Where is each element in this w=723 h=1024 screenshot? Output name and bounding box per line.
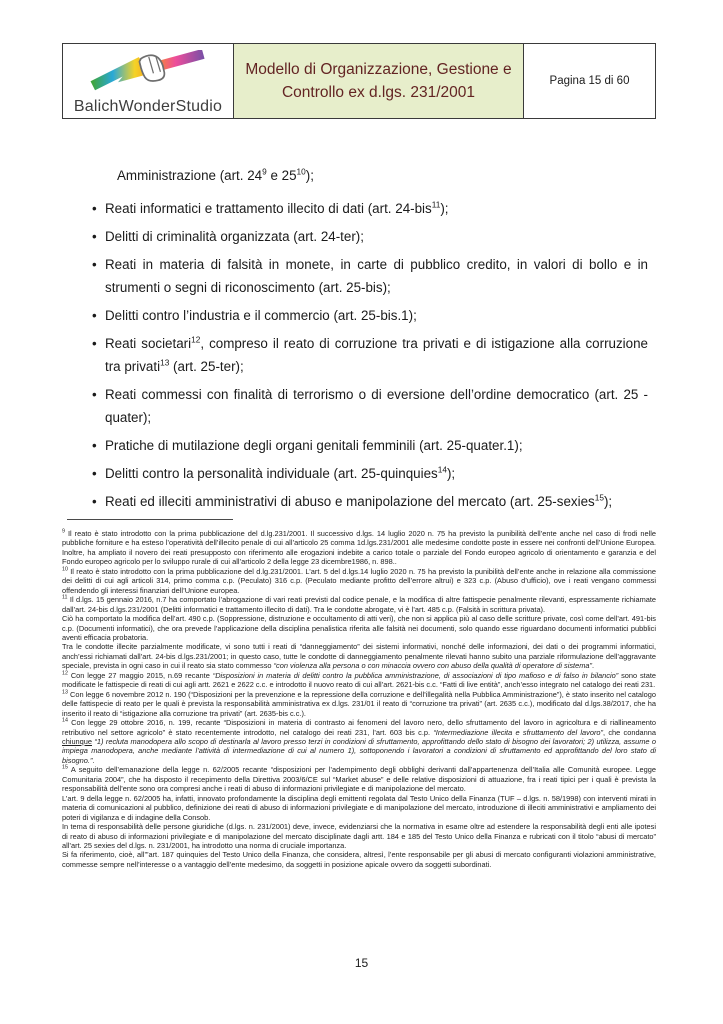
footnote-10: [62, 567, 656, 595]
offense-item: • Reati commessi con finalità di terrorismo o di eversione dell’ordine democratico (art. 25 - quater);: [92, 383, 648, 429]
offense-item: • Reati ed illeciti amministrativi di abuso e manipolazione del mercato (art. 25-sexies$^{15}$);: [92, 490, 648, 513]
document-header: [62, 43, 656, 119]
footnote-separator: [67, 519, 233, 520]
footnote-paragraph: In tema di responsabilità delle persone giuridiche (d.lgs. n. 231/2001) deve, invece, evidenziarsi che la normativa in esame oltre ad estendere la responsabilità degli enti alle ipotesi di reato di abuso di informazioni privilegiate e di manipolazione del mercato disciplinate dagli artt. 184 e 185 del Testo Unico della Finanza e rubricati con il titolo “abusi di mercato” all’art. 25 sexies del d.lgs. n. 231/2001, ha introdotto una norma di cruciale importanza.: [62, 822, 656, 850]
footnotes-list: [62, 529, 656, 869]
footnote-paragraph: $^9$ Il reato è stato introdotto con la prima pubblicazione del d.lg.231/2001. Il successivo d.lgs. 14 luglio 2020 n. 75 ha previsto la punibilità dell’ente anche nel caso di frodi nelle pubbliche forniture e ha esteso l’operatività dell’illecito penale di cui all’articolo 25 comma 1d.lgs.231/2001 alle medesime condotte poste in essere nei confronti dell’Unione Europea. Inoltre, ha ampliato il novero dei reati presupposto con riferimento alle erogazioni indebite a carico totale o parziale del Fondo europeo agricolo di orientamento e garanzia e del Fondo europeo agricolo per lo sviluppo rurale di cui all’articolo 2 della legge 23 dicembre1986, n. 898..: [62, 528, 656, 567]
offense-item: • Delitti contro la personalità individuale (art. 25-quinquies$^{14}$);: [92, 462, 648, 485]
balich-wonder-studio-logo-icon: [89, 50, 207, 97]
footnote-13: [62, 690, 656, 718]
footnote-paragraph: $^{10}$ Il reato è stato introdotto con la prima pubblicazione del d.lg.231/2001. L’art. 5 del d.lgs.14 luglio 2020 n. 75 ha previsto la punibilità dell’ente anche in relazione alla commissione dei delitti di cui agli articoli 314, primo comma c.p. (Peculato) 316 c.p. (Peculato mediante profitto dell’errore altrui) e 323 c.p. (Abuso d’ufficio), ove i reati vengano commessi offendendo gli interessi finanziari dell’Unione europea.: [62, 566, 656, 595]
footnote-paragraph: Tra le condotte illecite parzialmente modificate, vi sono tutti i reati di “danneggiamento” dei sistemi informativi, nonché delle informazioni, dei dati o dei programmi informatici, anch’essi richiamati dall’art. 24-bis d.lgs.231/2001; in questo caso, tutte le condotte di danneggiamento penalmente rilevati hanno subito una parziale riformulazione dell’aggravante speciale, prevista in ogni caso in cui il reato sia stato commesso “con violenza alla persona o con minaccia ovvero con abuso della qualità di operatore di sistema”.: [62, 642, 656, 671]
footnote-15: [62, 765, 656, 869]
footnote-14: [62, 718, 656, 765]
footnote-paragraph: L’art. 9 della legge n. 62/2005 ha, infatti, innovato profondamente la disciplina degli emittenti regolata dal Testo Unico della Finanza (TUF – d.lgs. n. 58/1998) con interventi mirati in materia di comunicazioni al pubblico, definizione dei reati di abuso di informazioni privilegiate e di manipolazione del mercato, introduzione di illeciti amministrativi e ampliamento dei poteri di vigilanza e di indagine della Consob.: [62, 793, 656, 822]
footnote-paragraph: $^{12}$ Con legge 27 maggio 2015, n.69 recante “Disposizioni in materia di delitti contro la pubblica amministrazione, di associazioni di tipo mafioso e di falso in bilancio” sono state modificate le fattispecie di reati di cui agli artt. 2621 e 2622 c.c. e introdotto il nuovo reato di cui all’art. 2621-bis c.c. “Fatti di live entità”, anch’esso integrato nel catalogo dei reati 231.: [62, 670, 657, 690]
footnote-12: [62, 671, 656, 690]
footnotes-section: [62, 519, 656, 869]
document-title: Modello di Organizzazione, Gestione e Controllo ex d.lgs. 231/2001: [234, 44, 524, 118]
offense-item: • Reati informatici e trattamento illecito di dati (art. 24-bis$^{11}$);: [92, 197, 648, 220]
offense-item: • Delitti contro l’industria e il commercio (art. 25-bis.1);: [92, 304, 648, 327]
footnote-paragraph: Si fa riferimento, cioè, all’”art. 187 quinquies del Testo Unico della Finanza, che considera, altresì, l’ente responsabile per gli abusi di mercato configuranti violazioni amministrative, commesse sempre nell’interesse o a vantaggio dell’ente medesimo, da soggetti in posizione apicale ovvero da soggetti subordinati.: [62, 850, 656, 869]
footnote-paragraph: Ciò ha comportato la modifica dell’art. 490 c.p. (Soppressione, distruzione e occultamento di atti veri), che non si applica più al caso delle scritture private, così come dell’art. 491-bis c.p. (Documenti informatici), che ora prevede l’applicazione della disciplina penalistica riferita alle falsità nei documenti, solo quando esse riguardano documenti informatici pubblici aventi efficacia probatoria.: [62, 614, 656, 642]
offense-item: • Reati in materia di falsità in monete, in carte di pubblico credito, in valori di bollo e in strumenti o segni di riconoscimento (art. 25-bis);: [92, 253, 648, 299]
offense-list: [92, 197, 648, 513]
footnote-9: [62, 529, 656, 567]
offense-item: • Pratiche di mutilazione degli organi genitali femminili (art. 25-quater.1);: [92, 434, 648, 457]
header-page-label: Pagina 15 di 60: [549, 75, 630, 87]
offense-item: • Delitti di criminalità organizzata (art. 24-ter);: [92, 225, 648, 248]
logo-cell: [63, 44, 234, 118]
footnote-paragraph: $^{11}$ Il d.lgs. 15 gennaio 2016, n.7 ha comportato l’abrogazione di vari reati previsti dal codice penale, e la modifica di altre fattispecie penalmente rilevanti, espressamente richiamate dall’art. 24-bis d.lgs.231/2001 (Delitti informatici e trattamento illecito di dati). Tra le condotte abrogate, vi è l’art. 485 c.p. (Falsità in scrittura privata).: [62, 594, 656, 614]
page-number: 15: [354, 956, 369, 970]
footnote-paragraph: $^{13}$ Con legge 6 novembre 2012 n. 190 (“Disposizioni per la prevenzione e la repressione della corruzione e dell’illegalità nella Pubblica Amministrazione”), è stato inserito nel catalogo delle fattispecie di reato per le quali è prevista la responsabilità amministrativa ex d.lgs. 231/01 il reato di “corruzione tra privati” (art. 2635 c.c.), modificato dal d.lgs.38/2017, che ha inserito il reato di “istigazione alla corruzione tra privati” (art. 2635-bis c.c.).: [62, 689, 656, 718]
offense-item: • Reati societari$^{12}$, compreso il reato di corruzione tra privati e di istigazione alla corruzione tra privati$^{13}$ (art. 25-ter);: [92, 332, 648, 378]
footnote-paragraph: $^{14}$ Con legge 29 ottobre 2016, n. 199, recante “Disposizioni in materia di contrasto ai fenomeni del lavoro nero, dello sfruttamento del lavoro in agricoltura e di riallineamento retributivo nel settore agricolo” è stato recentemente introdotto, nel catalogo dei reati 231, l’art. 603 bis c.p. “Intermediazione illecita e sfruttamento del lavoro”, che condanna chiunque “1) recluta manodopera allo scopo di destinarla al lavoro presso terzi in condizioni di sfruttamento, approfittando dello stato di bisogno dei lavoratori; 2) utilizza, assume o impiega manodopera, anche mediante l’attività di intermediazione di cui al numero 1), sottoponendo i lavoratori a condizioni di sfruttamento ed approfittando del loro stato di bisogno.”.: [62, 717, 657, 765]
logo-wordmark: BalichWonderStudio: [73, 98, 223, 115]
offense-section: [92, 164, 648, 518]
list-continuation-line: Amministrazione (art. $24^9$ e $25^{10}$);: [117, 166, 314, 183]
footnote-11: [62, 595, 656, 671]
footnote-paragraph: $^{15}$ A seguito dell’emanazione della legge n. 62/2005 recante “disposizioni per l’adempimento degli obblighi derivanti dall’appartenenza dell’Italia alle Comunità europee. Legge Comunitaria 2004”, che ha disposto il recepimento della Direttiva 2003/6/CE sul “Market abuse” e delle relative disposizioni di attuazione, fra i reati tipici per i quali è prevista la responsabilità dell’ente sono ora compresi anche i reati di abuso di informazioni privilegiate e di manipolazione del mercato.: [62, 764, 656, 794]
